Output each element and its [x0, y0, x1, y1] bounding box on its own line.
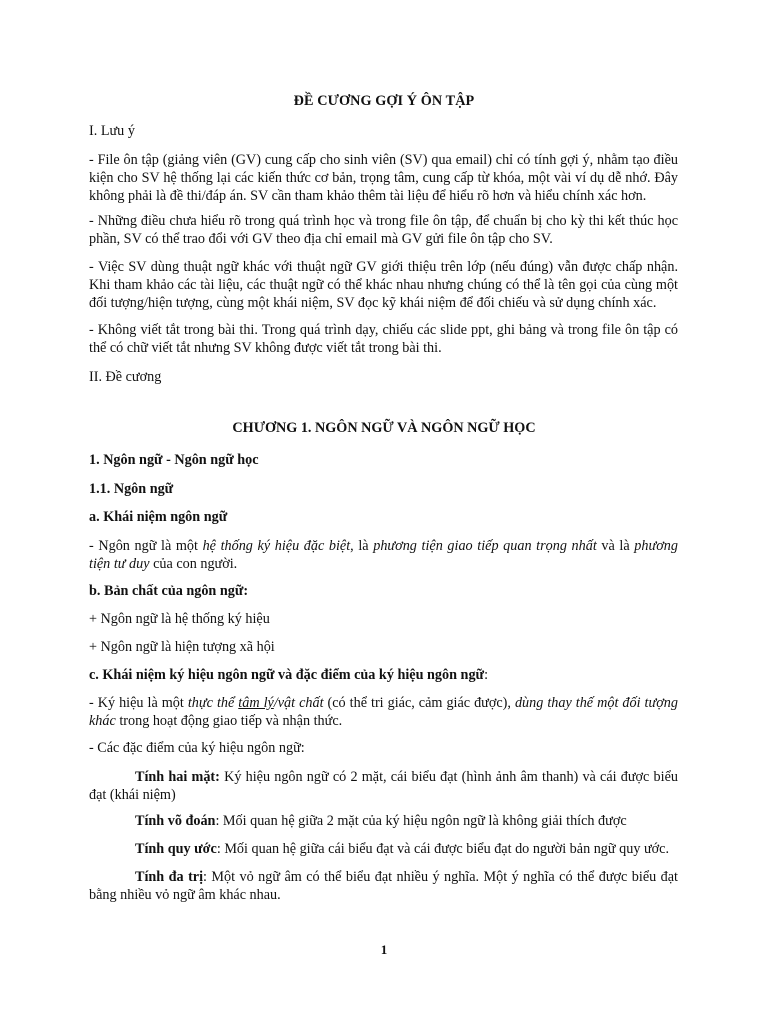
feature-text: Ký hiệu ngôn ngữ có 2 mặt, cái biểu đạt (hình ảnh âm thanh) và cái được biểu đạt (khái niệm): [89, 769, 678, 803]
feature-item: [89, 868, 678, 904]
nature-item: + Ngôn ngữ là hiện tượng xã hội: [89, 639, 275, 655]
heading-c: [89, 666, 678, 684]
feature-item: [89, 840, 678, 858]
heading-c-text: c. Khái niệm ký hiệu ngôn ngữ và đặc điểm của ký hiệu ngôn ngữ: [89, 667, 485, 683]
sign-text: (có thể tri giác, cảm giác được),: [323, 695, 515, 711]
feature-item: [89, 812, 678, 830]
note-paragraph: - Việc SV dùng thuật ngữ khác với thuật ngữ GV giới thiệu trên lớp (nếu đúng) vẫn được chấp nhận. Khi tham khảo các tài liệu, các thuật ngữ có thể khác nhau nhưng chúng có thể là tên gọi của cùng một đối tượng/hiện tượng, cùng một khái niệm, SV đọc kỹ khái niệm để đối chiếu và sử dụng chính xác.: [89, 259, 678, 311]
feature-term: Tính đa trị: [135, 869, 204, 885]
sign-emphasis-underlined: tâm lý: [238, 695, 274, 711]
heading-b: b. Bản chất của ngôn ngữ:: [89, 583, 249, 599]
language-definition: [89, 537, 678, 573]
note-paragraph: - Những điều chưa hiểu rõ trong quá trình học và trong file ôn tập, để chuẩn bị cho kỳ thi kết thúc học phần, SV có thể trao đổi với GV theo địa chỉ email mà GV gửi file ôn tập cho SV.: [89, 213, 678, 247]
def-text: của con người.: [149, 556, 238, 572]
feature-term: Tính hai mặt:: [135, 769, 220, 785]
feature-text: : Một vỏ ngữ âm có thể biểu đạt nhiều ý nghĩa. Một ý nghĩa có thể được biểu đạt bằng nhiều vỏ ngữ âm khác nhau.: [89, 869, 678, 903]
def-text: , là: [350, 538, 374, 554]
features-intro: - Các đặc điểm của ký hiệu ngôn ngữ:: [89, 740, 305, 756]
feature-item: [89, 768, 678, 804]
def-emphasis: hệ thống ký hiệu đặc biệt: [202, 538, 351, 554]
def-text: và là: [596, 538, 635, 554]
section-heading-notes: I. Lưu ý: [89, 123, 135, 139]
section-heading-outline: II. Đề cương: [89, 369, 162, 385]
sign-text: - Ký hiệu là một: [89, 695, 188, 711]
heading-1-1: 1.1. Ngôn ngữ: [89, 481, 174, 497]
feature-text: : Mối quan hệ giữa cái biểu đạt và cái được biểu đạt do người bản ngữ quy ước.: [216, 841, 670, 857]
def-emphasis: phương tiện giao tiếp quan trọng nhất: [373, 538, 597, 554]
def-text: - Ngôn ngữ là một: [89, 538, 203, 554]
heading-a: a. Khái niệm ngôn ngữ: [89, 509, 228, 525]
document-title: ĐỀ CƯƠNG GỢI Ý ÔN TẬP: [293, 93, 475, 109]
page-number: 1: [380, 942, 388, 957]
feature-text: : Mối quan hệ giữa 2 mặt của ký hiệu ngôn ngữ là không giải thích được: [215, 813, 627, 829]
sign-emphasis: dùng thay thế một đối tượng khác: [89, 695, 678, 729]
note-paragraph: - Không viết tắt trong bài thi. Trong quá trình dạy, chiếu các slide ppt, ghi bảng và trong file ôn tập có thể có chữ viết tắt nhưng SV không được viết tắt trong bài thi.: [89, 322, 678, 356]
def-emphasis: phương tiện tư duy: [89, 538, 678, 572]
feature-term: Tính quy ước: [135, 841, 217, 857]
sign-definition: [89, 694, 678, 730]
note-paragraph: - File ôn tập (giảng viên (GV) cung cấp cho sinh viên (SV) qua email) chỉ có tính gợi ý, nhằm tạo điều kiện cho SV hệ thống lại các kiến thức cơ bản, trọng tâm, cung cấp từ khóa, một vài ví dụ dễ nhớ. Đây không phải là đề thi/đáp án. SV cần tham khảo thêm tài liệu để hiểu rõ hơn và hiểu chính xác hơn.: [89, 152, 678, 204]
feature-term: Tính võ đoán: [135, 813, 216, 829]
heading-1: 1. Ngôn ngữ - Ngôn ngữ học: [89, 452, 259, 468]
chapter-title: CHƯƠNG 1. NGÔN NGỮ VÀ NGÔN NGỮ HỌC: [232, 420, 536, 436]
heading-c-tail: :: [484, 667, 489, 683]
sign-emphasis: /vật chất: [273, 695, 324, 711]
nature-item: + Ngôn ngữ là hệ thống ký hiệu: [89, 611, 270, 627]
sign-emphasis: thực thể: [187, 695, 239, 711]
sign-text: trong hoạt động giao tiếp và nhận thức.: [115, 713, 343, 729]
